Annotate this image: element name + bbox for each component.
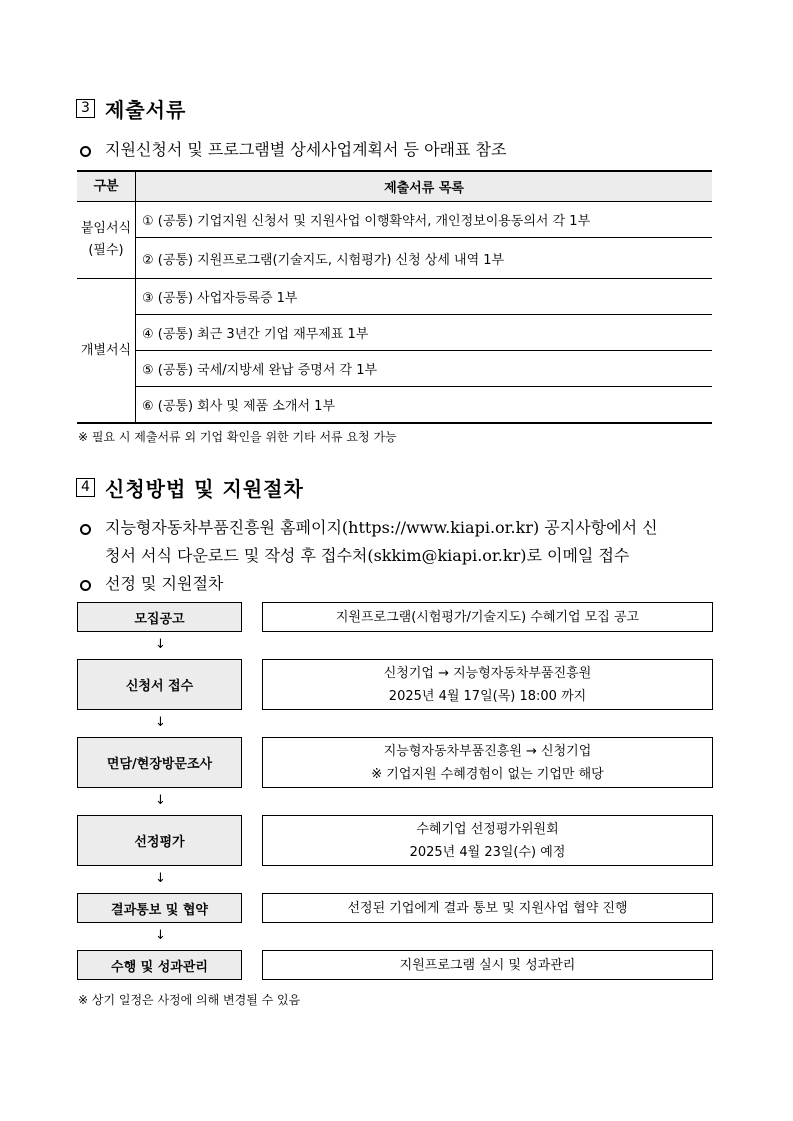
down-arrow-icon: ↓ <box>155 928 166 943</box>
group-label: 붙임서식 <box>80 221 132 236</box>
documents-table <box>77 170 712 424</box>
table-cell: ② (공통) 지원프로그램(기술지도, 시험평가) 신청 상세 내역 1부 <box>136 238 713 279</box>
bullet-item <box>80 518 658 570</box>
flow-step-desc <box>262 602 713 632</box>
section-3-heading <box>76 94 186 123</box>
table-cell: ⑥ (공통) 회사 및 제품 소개서 1부 <box>136 387 713 424</box>
flow-desc-line: ※ 기업지원 수혜경험이 없는 기업만 해당 <box>371 766 604 782</box>
table-header: 구분 <box>77 171 136 202</box>
table-cell: ③ (공통) 사업자등록증 1부 <box>136 279 713 315</box>
bullet-item <box>80 574 223 598</box>
flow-desc-line: 지원프로그램(시험평가/기술지도) 수혜기업 모집 공고 <box>335 609 640 625</box>
flow-step-label: 신청서 접수 <box>77 659 242 710</box>
table-row <box>77 387 712 424</box>
table-row <box>77 238 712 279</box>
circle-bullet-icon <box>80 146 91 157</box>
bullet-text <box>105 514 658 570</box>
flow-step-label: 모집공고 <box>77 602 242 632</box>
bullet-text-line: 지능형자동차부품진흥원 홈페이지(https://www.kiapi.or.kr) 공지사항에서 신 <box>105 518 658 537</box>
flow-desc-line: 지능형자동차부품진흥원 → 신청기업 <box>383 743 592 759</box>
group-cell: 개별서식 <box>77 279 136 424</box>
bullet-text-line: 청서 서식 다운로드 및 작성 후 접수처(skkim@kiapi.or.kr)로 이메일 접수 <box>105 546 630 565</box>
flow-desc-line: 2025년 4월 23일(수) 예정 <box>409 844 566 860</box>
table-cell: ① (공통) 기업지원 신청서 및 지원사업 이행확약서, 개인정보이용동의서 각 1부 <box>136 202 713 238</box>
flow-step-desc <box>262 737 713 788</box>
table-cell: ⑤ (공통) 국세/지방세 완납 증명서 각 1부 <box>136 351 713 387</box>
down-arrow-icon: ↓ <box>155 871 166 886</box>
flow-desc-line: 신청기업 → 지능형자동차부품진흥원 <box>383 665 592 681</box>
table-note: ※ 필요 시 제출서류 외 기업 확인을 위한 기타 서류 요청 가능 <box>78 430 397 444</box>
circle-bullet-icon <box>80 580 91 591</box>
circle-bullet-icon <box>80 524 91 535</box>
bullet-item <box>80 140 506 164</box>
table-row <box>77 202 712 238</box>
flow-desc-line: 2025년 4월 17일(목) 18:00 까지 <box>388 688 587 704</box>
flow-step-desc <box>262 950 713 980</box>
section-title: 제출서류 <box>105 98 187 122</box>
down-arrow-icon: ↓ <box>155 715 166 730</box>
flow-step-desc <box>262 815 713 866</box>
table-row <box>77 351 712 387</box>
flow-step-label: 수행 및 성과관리 <box>77 950 242 980</box>
flow-step-label: 선정평가 <box>77 815 242 866</box>
section-title: 신청방법 및 지원절차 <box>105 477 304 501</box>
section-number: 4 <box>76 478 95 497</box>
down-arrow-icon: ↓ <box>155 793 166 808</box>
table-row <box>77 279 712 315</box>
flow-desc-line: 선정된 기업에게 결과 통보 및 지원사업 협약 진행 <box>347 900 628 916</box>
schedule-note: ※ 상기 일정은 사정에 의해 변경될 수 있음 <box>78 993 301 1007</box>
down-arrow-icon: ↓ <box>155 637 166 652</box>
group-sublabel: (필수) <box>88 243 124 258</box>
flow-desc-line: 지원프로그램 실시 및 성과관리 <box>399 957 576 973</box>
flow-step-desc <box>262 659 713 710</box>
section-4-heading <box>76 473 304 502</box>
table-header-row <box>77 171 712 202</box>
table-cell: ④ (공통) 최근 3년간 기업 재무제표 1부 <box>136 315 713 351</box>
group-cell <box>77 202 136 279</box>
section-number: 3 <box>76 99 95 118</box>
bullet-text: 지원신청서 및 프로그램별 상세사업계획서 등 아래표 참조 <box>105 140 507 159</box>
table-row <box>77 315 712 351</box>
table-header: 제출서류 목록 <box>136 171 713 202</box>
flow-desc-line: 수혜기업 선정평가위원회 <box>416 821 559 837</box>
flow-step-label: 면담/현장방문조사 <box>77 737 242 788</box>
bullet-text: 선정 및 지원절차 <box>105 574 224 593</box>
flow-step-desc <box>262 893 713 923</box>
flow-step-label: 결과통보 및 협약 <box>77 893 242 923</box>
